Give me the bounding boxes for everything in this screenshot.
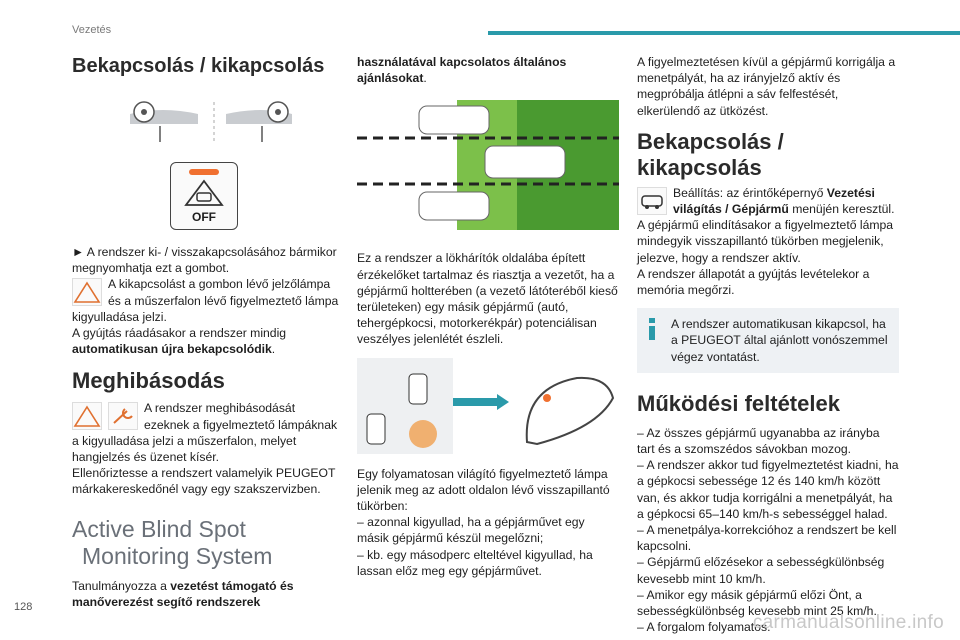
ignition-text: A gyújtás ráadásakor a rendszer mindig — [72, 326, 287, 341]
settings-menu-path: Vezetési világítás / Gépjármű — [673, 185, 875, 217]
section-title-on-off-2: Bekapcsolás / kikapcsolás — [637, 128, 784, 180]
car-settings-icon — [637, 187, 667, 215]
trajectory-correction-text: A figyelmeztetésen kívül a gépjármű korrigálja a menetpályát, ha az irányjelző aktív és megpróbálja átlépni a sáv felfestését, elkerülendő az ütközést. — [637, 55, 896, 118]
mirror-lamp-case-1: – azonnal kigyullad, ha a gépjárművet egy másik gépjármű készül megelőzni; — [357, 515, 585, 546]
recommendations-bold: használatával kapcsolatos általános ajánlásokat — [357, 55, 567, 86]
mirror-lamp-text — [357, 466, 619, 579]
condition-item: – Az összes gépjármű ugyanabba az irányba tart és a szomszédos sávokban mozog. — [637, 425, 880, 457]
condition-item: – A menetpálya-korrekcióhoz a rendszert be kell kapcsolni. — [637, 523, 897, 554]
section-title-on-off: Bekapcsolás / kikapcsolás — [72, 55, 325, 77]
mirror-warning-illustration — [357, 358, 619, 454]
settings-text-a: Beállítás: az érintőképernyő — [673, 185, 824, 200]
page-number: 128 — [14, 601, 33, 613]
on-off-text: ► A rendszer ki- / visszakapcsolásához bármikor megnyomhatja ezt a gombot. A kikapcsolást a gombon lévő jelzőlámpa és a műszerfalon lévő figyelmeztető lámpa kigyulladása jelzi. A gyújtás ráadásakor a rendszer mindig automatikusan újra bekapcsolódik. — [72, 245, 339, 357]
steering-wheel-illustration — [102, 96, 322, 148]
condition-item: – Amikor egy másik gépjármű előzi Önt, a sebességkülönbség kevesebb mint 25 km/h. — [637, 587, 877, 619]
abs-intro: Tanulmányozza a — [72, 578, 167, 593]
fault-dealer-text: Ellenőriztesse a rendszert valamelyik PEUGEOT márkakereskedőnél vagy egy szakszervizben. — [72, 466, 336, 497]
running-header: Vezetés — [72, 24, 112, 36]
fault-description: A rendszer meghibásodását ezeknek a figyelmeztető lámpáknak a kigyulladása jelzi a műszerfalon, melyet hangjelzés és üzenet kísér. — [72, 401, 338, 465]
settings-text — [637, 185, 899, 298]
service-wrench-icon — [108, 402, 138, 430]
blind-spot-off-button[interactable] — [170, 162, 238, 230]
car-alert-icon — [184, 179, 224, 207]
abs-title-line2: Monitoring System — [82, 542, 273, 569]
info-icon — [649, 318, 655, 340]
conditions-list — [637, 425, 899, 636]
condition-item: – Gépjármű előzésekor a sebességkülönbség kevesebb mint 10 km/h. — [637, 555, 885, 586]
warning-lamp-icon — [72, 278, 102, 306]
warning-lamp-icon-fault — [72, 402, 102, 430]
info-box — [637, 308, 899, 373]
button-off-label: OFF — [192, 209, 216, 224]
fault-text — [72, 400, 340, 497]
memory-text: A rendszer állapotát a gyújtás levételekor a memória megőrzi. — [637, 266, 870, 298]
towing-info: A rendszer automatikusan kikapcsol, ha a PEUGEOT által ajánlott vonószemmel végez vontatást. — [671, 317, 888, 364]
watermark: carmanualsonline.info — [752, 612, 944, 633]
mirror-lamp-case-2: – kb. egy másodperc elteltével kigyullad, ha lassan előz meg egy gépjárművet. — [357, 547, 593, 578]
blind-spot-zone-illustration — [357, 96, 619, 236]
header-accent-bar — [488, 31, 960, 35]
column-1 — [72, 54, 340, 610]
deactivation-text: A kikapcsolást a gombon lévő jelzőlámpa és a műszerfalon lévő figyelmeztető lámpa kigyulladása jelzi. — [72, 277, 339, 324]
abs-title-line1: Active Blind Spot — [72, 515, 246, 542]
condition-item: – A forgalom folyamatos. — [637, 620, 771, 635]
mirror-lamp-intro: Egy folyamatosan világító figyelmeztető lámpa jelenik meg az adott oldalon lévő visszapillantó tükörben: — [357, 466, 610, 514]
settings-text-c: menüjén keresztül. — [792, 202, 895, 217]
button-indicator-lamp — [189, 169, 219, 175]
startup-lamp-text: A gépjármű elindításakor a figyelmeztető lámpa mindegyik visszapillantó tükörben megjelenik, jelezve, hogy a rendszer aktív. — [637, 218, 894, 265]
section-title-fault: Meghibásodás — [72, 368, 225, 394]
abs-intro-bold: vezetést támogató és manőverezést segítő rendszerek — [72, 578, 294, 609]
condition-item: – A rendszer akkor tud figyelmeztetést kiadni, ha a gépkocsi sebessége 12 és 140 km/h között van, és akkor tudja korrigálni a menetpályát, ha a gépkocsi 65–140 km/h-s sebességgel halad. — [637, 458, 899, 521]
section-title-conditions: Működési feltételek — [637, 390, 840, 416]
ignition-bold: automatikusan újra bekapcsolódik — [72, 342, 272, 357]
column-2: használatával kapcsolatos általános ajánlásokat. Ez a rendszer a lökhárítók oldalába épített érzékelőket tartalmaz és riasztja a vezetőt, ha a gépjármű holtterében (a vezető látóteréből kieső területeken) egy másik gépjármű (autó, tehergépkocsi, motorkerékpár) potenciálisan veszélyes jelenlétét észleli. Egy folyamatosan világító figyelmeztető lámpa jelenik meg az adott oldalon lévő visszapillantó tükörben: – azonnal kigyullad, ha a gépjárművet egy másik gépjármű készül megelőzni; – kb. egy másodperc elteltével kigyullad, ha lassan előz meg egy gépjárművet. — [357, 55, 618, 578]
on-off-instruction: ► A rendszer ki- / visszakapcsolásához bármikor megnyomhatja ezt a gombot. — [72, 245, 337, 276]
section-title-abs — [72, 516, 340, 570]
column-3 — [637, 54, 899, 635]
system-description: Ez a rendszer a lökhárítók oldalába épített érzékelőket tartalmaz és riasztja a vezetőt, ha a gépjármű holtterében (a vezető látóteréből kieső területeken) egy másik gépjármű (autó, tehergépkocsi, motorkerékpár) potenciálisan veszélyes jelenlétét észleli. — [357, 251, 618, 347]
